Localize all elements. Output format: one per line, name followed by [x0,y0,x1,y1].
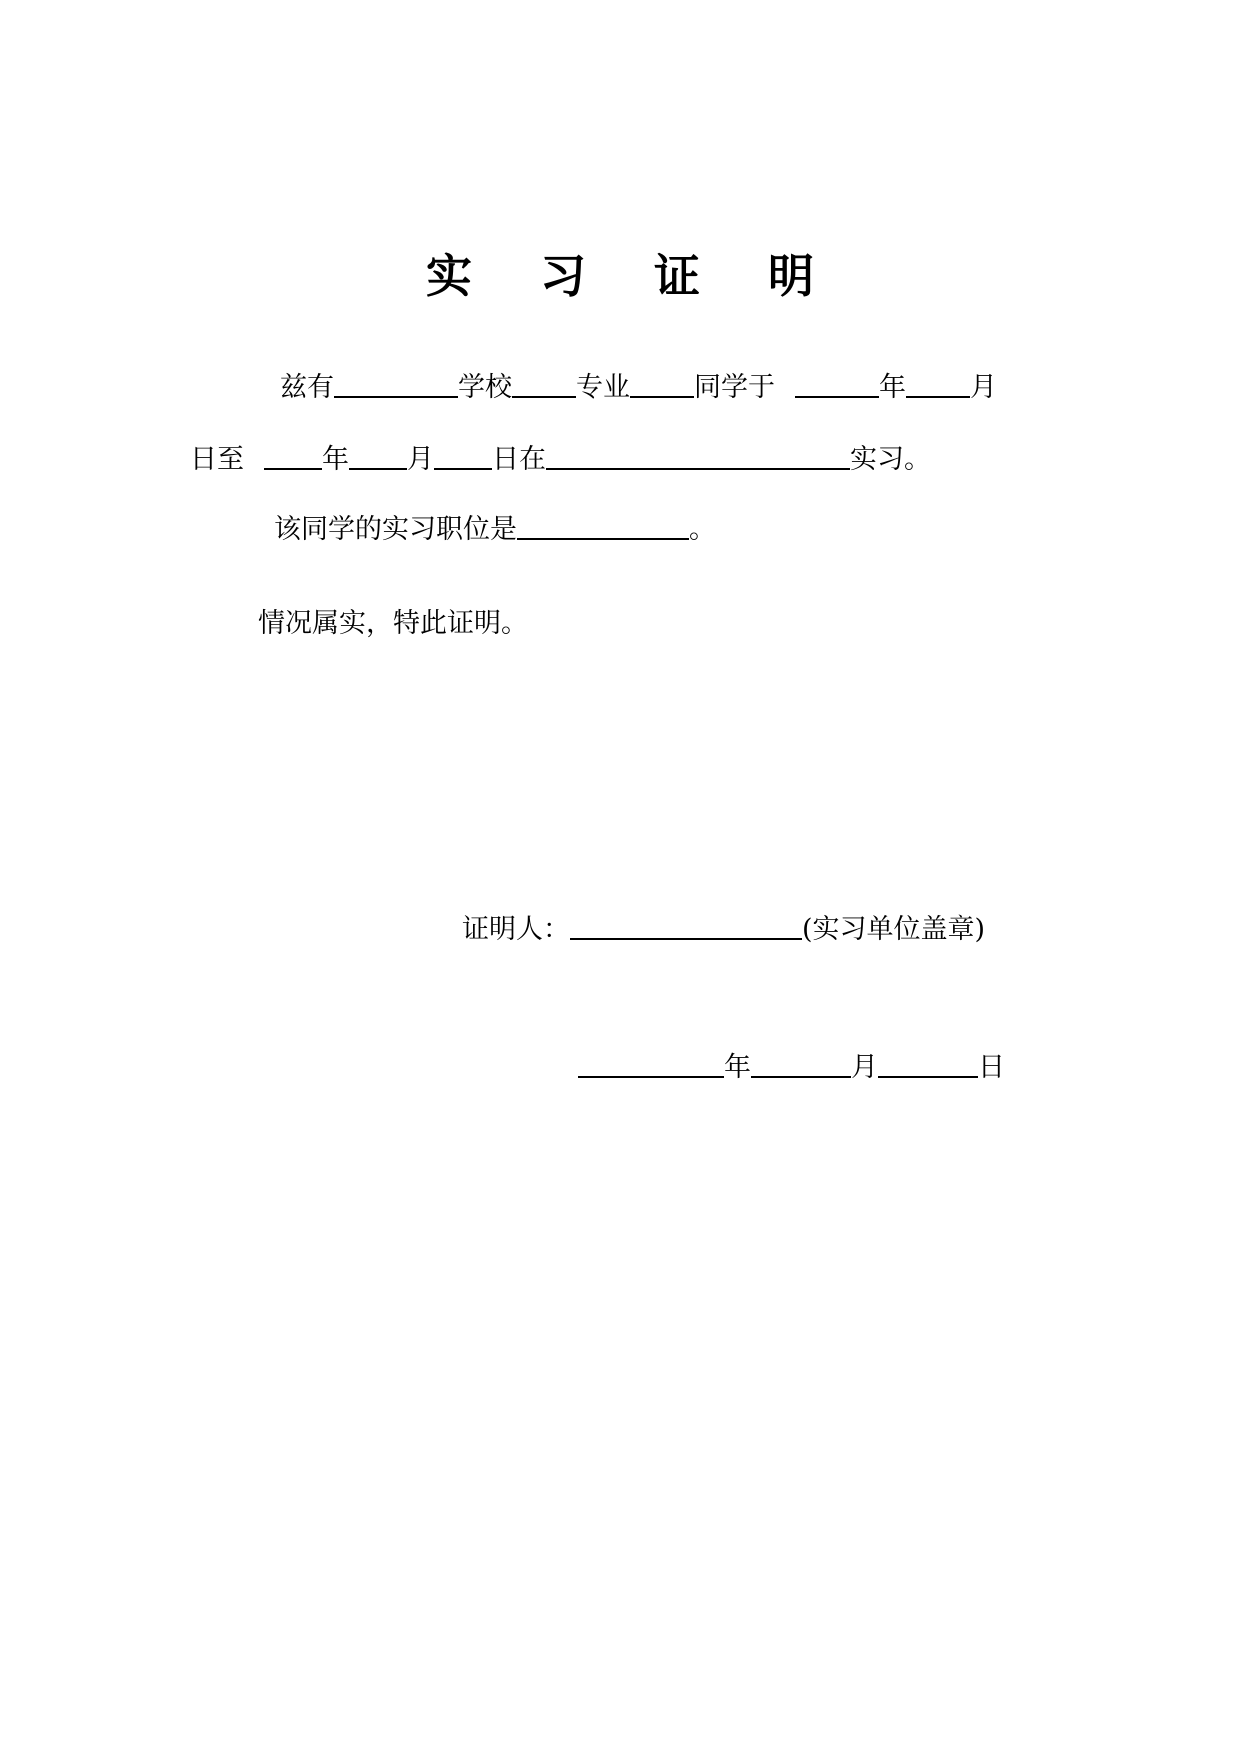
page-title: 实 习 证 明 [425,249,841,303]
text-year: 年 [322,444,349,475]
text-student: 同学于 [694,372,775,403]
text-year: 年 [724,1052,751,1083]
text-month: 月 [407,444,434,475]
text-school: 学校 [458,372,512,403]
date-month-blank[interactable] [751,1046,851,1078]
text-day-to: 日至 [190,444,244,475]
signature-line [462,906,985,950]
end-month-blank[interactable] [349,438,407,470]
paragraph-3-line [274,506,716,550]
end-day-blank[interactable] [434,438,492,470]
text-seal-note: (实习单位盖章) [802,914,986,945]
text-year: 年 [879,372,906,403]
date-year-blank[interactable] [578,1046,724,1078]
text-day-at: 日在 [492,444,546,475]
major-blank[interactable] [512,366,576,398]
start-year-blank[interactable] [795,366,879,398]
text-month: 月 [851,1052,878,1083]
signer-blank[interactable] [570,908,802,940]
start-month-blank[interactable] [906,366,970,398]
text-statement: 情况属实，特此证明。 [258,608,528,639]
text-signer-label: 证明人： [462,914,570,945]
student-name-blank[interactable] [630,366,694,398]
date-day-blank[interactable] [878,1046,978,1078]
paragraph-2-line [190,436,931,480]
date-line [578,1044,1005,1088]
start-day-blank[interactable] [264,438,322,470]
text-day: 日 [978,1052,1005,1083]
text-month: 月 [970,372,997,403]
text-internship: 实习。 [850,444,931,475]
text-zi-you: 兹有 [280,372,334,403]
text-position: 该同学的实习职位是 [274,514,517,545]
position-blank[interactable] [517,508,689,540]
paragraph-4-line [258,604,528,644]
company-blank[interactable] [546,438,850,470]
text-period: 。 [689,514,716,545]
paragraph-1-line [280,364,997,408]
text-major: 专业 [576,372,630,403]
school-name-blank[interactable] [334,366,458,398]
